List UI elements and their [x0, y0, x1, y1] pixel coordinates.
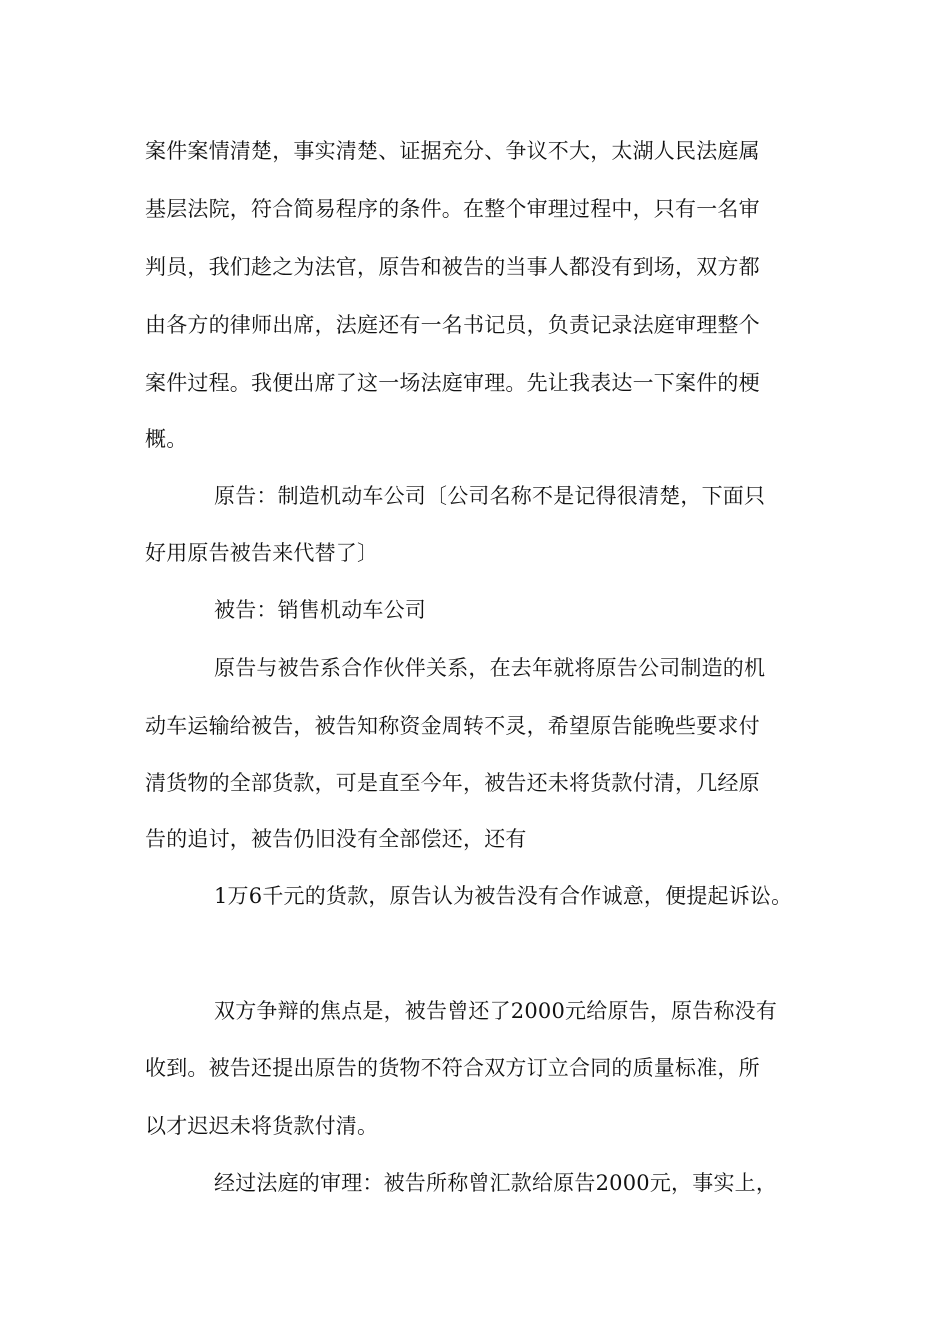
text-line: 原告与被告系合作伙伴关系，在去年就将原告公司制造的机	[214, 656, 766, 680]
text-line: 基层法院，符合简易程序的条件。在整个审理过程中，只有一名审	[145, 197, 760, 221]
text-line: 被告：销售机动车公司	[214, 598, 426, 622]
text-line: 收到。被告还提出原告的货物不符合双方订立合同的质量标准，所	[145, 1056, 760, 1080]
text-line: 以才迟迟未将货款付清。	[145, 1114, 379, 1138]
text-line: 清货物的全部货款，可是直至今年，被告还未将货款付清，几经原	[145, 771, 760, 795]
text-line: 双方争辩的焦点是，被告曾还了2000元给原告，原告称没有	[214, 999, 778, 1023]
text-line: 动车运输给被告，被告知称资金周转不灵，希望原告能晚些要求付	[145, 714, 760, 738]
text-line: 好用原告被告来代替了〕	[145, 541, 379, 565]
text-line: 原告：制造机动车公司〔公司名称不是记得很清楚，下面只	[214, 484, 766, 508]
text-line: 告的追讨，被告仍旧没有全部偿还，还有	[145, 827, 527, 851]
text-line: 由各方的律师出席，法庭还有一名书记员，负责记录法庭审理整个	[145, 313, 760, 337]
text-line: 经过法庭的审理：被告所称曾汇款给原告2000元，事实上，	[214, 1171, 778, 1195]
text-line: 案件案情清楚，事实清楚、证据充分、争议不大，太湖人民法庭属	[145, 139, 760, 163]
text-line: 案件过程。我便出席了这一场法庭审理。先让我表达一下案件的梗	[145, 371, 760, 395]
text-line: 概。	[145, 427, 188, 451]
text-line: 判员，我们趁之为法官，原告和被告的当事人都没有到场，双方都	[145, 255, 760, 279]
text-line: 1万6千元的货款，原告认为被告没有合作诚意，便提起诉讼。	[214, 884, 793, 908]
